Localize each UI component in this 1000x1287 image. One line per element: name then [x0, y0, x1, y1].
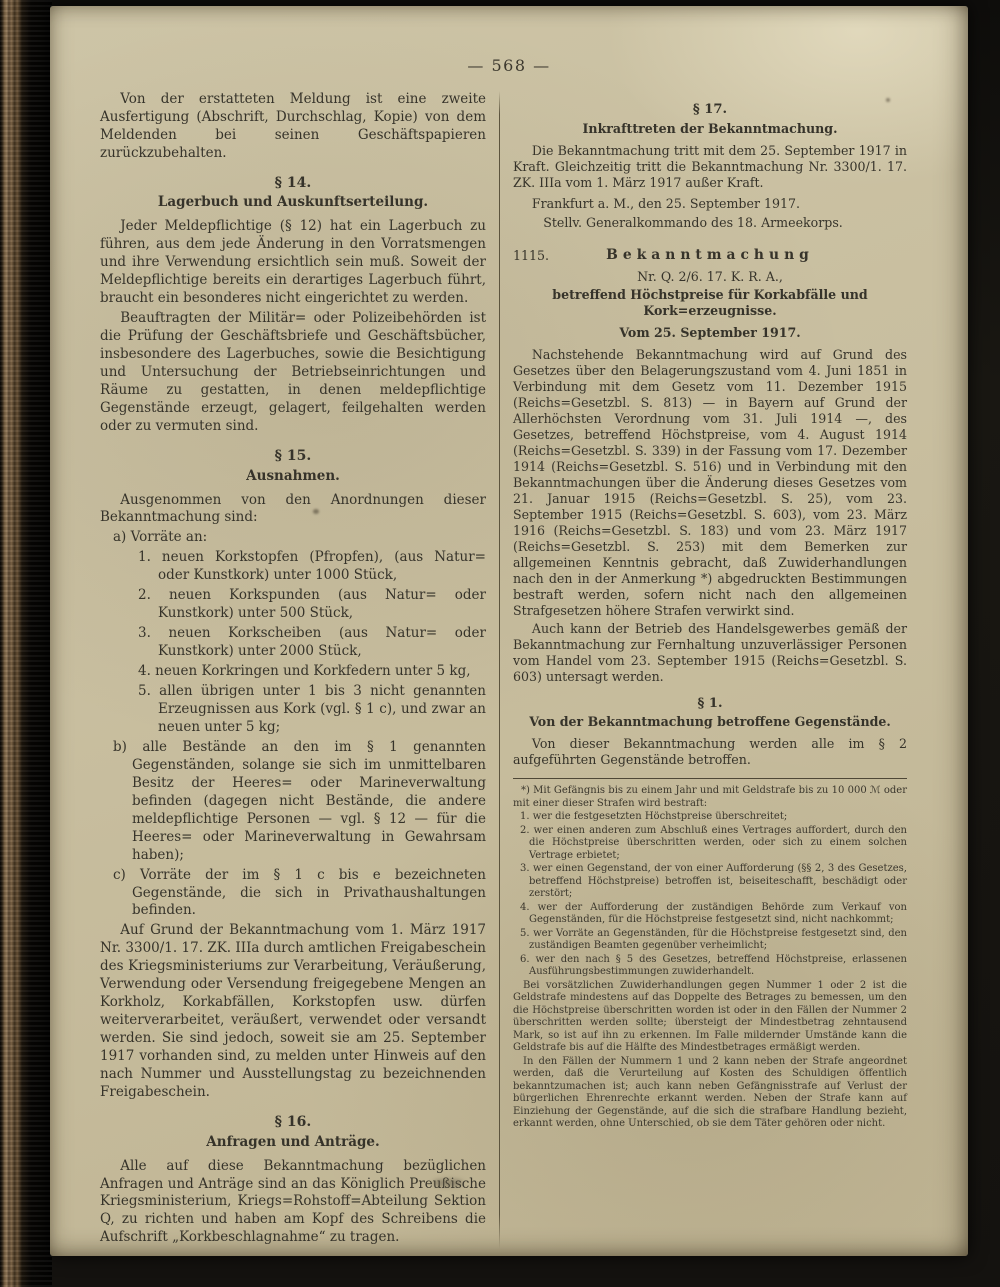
list-item-a1: 1. neuen Korkstopfen (Pfropfen), (aus Natur= oder Kunstkork) unter 1000 Stück, — [138, 549, 486, 584]
ink-smudge — [886, 98, 890, 102]
dateline: Frankfurt a. M., den 25. September 1917. — [531, 195, 801, 211]
section-1-title: Von der Bekanntmachung betroffene Gegenstände. — [529, 714, 891, 730]
list-item-a: a) Vorräte an: — [113, 529, 208, 546]
two-column-layout — [50, 91, 968, 1249]
footnote-item-6: 6. wer den nach § 5 des Gesetzes, betreffend Höchstpreise, erlassenen Ausführungsbestimmungen zuwiderhandelt. — [520, 953, 907, 978]
section-16-paragraph-1: Alle auf diese Bekanntmachung bezüglichen Anfragen und Anträge sind an das Königlich Preußische Kriegsministerium, Kriegs=Rohstoff=Abteilung Sektion Q, zu richten und haben am Kopf des Schreibens die Aufschrift „Korkbeschlagnahme“ zu tragen. — [100, 1157, 486, 1246]
notice-title: Bekanntmachung — [606, 246, 814, 263]
paragraph-continuation: Von der erstatteten Meldung ist eine zweite Ausfertigung (Abschrift, Durchschlag, Kopie) von dem Meldenden bei seinen Geschäftspapieren zurückzubehalten. — [100, 91, 486, 161]
footnote-separator — [513, 778, 907, 779]
section-17-title: Inkrafttreten der Bekanntmachung. — [582, 120, 838, 136]
list-item-c: c) Vorräte der im § 1 c bis e bezeichneten Gegenstände, die sich in Privathaushaltungen befinden. — [113, 866, 486, 919]
book-binding-edge — [0, 0, 52, 1287]
notice-heading — [513, 247, 907, 265]
notice-reference: Nr. Q. 2/6. 17. K. R. A., — [637, 269, 783, 285]
section-15-title: Ausnahmen. — [246, 467, 340, 484]
column-divider-rule — [499, 91, 500, 1249]
section-15-intro: Ausgenommen von den Anordnungen dieser Bekanntmachung sind: — [100, 491, 486, 526]
section-16-title: Anfragen und Anträge. — [206, 1133, 380, 1150]
notice-number: 1115. — [513, 247, 550, 263]
section-16-number: § 16. — [274, 1113, 312, 1130]
footnote-item-5: 5. wer Vorräte an Gegenständen, für die Höchstpreise festgesetzt sind, den zuständigen Beamten gegenüber verheimlicht; — [520, 927, 907, 952]
ink-smudge — [433, 1179, 463, 1187]
list-item-b: b) alle Bestände an den im § 1 genannten Gegenständen, solange sie sich im unmittelbaren Besitz der Heeres= oder Marineverwaltung befinden (dagegen nicht Bestände, die andere meldepflichtige Personen — vgl. § 12 — für die Heeres= oder Marineverwaltung in Gewahrsam haben); — [113, 738, 486, 863]
page — [50, 6, 968, 1256]
section-15-number: § 15. — [274, 447, 312, 464]
section-15-paragraph-2: Auf Grund der Bekanntmachung vom 1. März 1917 Nr. 3300/1. 17. ZK. IIIa durch amtlichen Freigabeschein des Kriegsministeriums zur Verarbeitung, Veräußerung, Verwendung oder Versendung freigegebene Mengen an Korkholz, Korkabfällen, Korkstopfen usw. dürfen weiterverarbeitet, veräußert, verwendet oder versandt werden. Sie sind jedoch, soweit sie am 25. September 1917 vorhanden sind, zu melden unter Hinweis auf den nach Nummer und Ausstellungstag zu bezeichnenden Freigabeschein. — [100, 922, 486, 1100]
ink-smudge — [313, 509, 319, 514]
footnote-item-3: 3. wer einen Gegenstand, der von einer Aufforderung (§§ 2, 3 des Gesetzes, betreffend Höchstpreise) betroffen ist, beiseiteschafft, beschädigt oder zerstört; — [520, 863, 907, 900]
right-column — [513, 91, 907, 1249]
section-1-paragraph-1: Von dieser Bekanntmachung werden alle im § 2 aufgeführten Gegenstände betroffen. — [513, 736, 907, 768]
footnote-item-2: 2. wer einen anderen zum Abschluß eines Vertrages auffordert, durch den die Höchstpreise überschritten werden, oder sich zu einem solchen Vertrage erbietet; — [520, 824, 907, 861]
section-14-paragraph-2: Beauftragten der Militär= oder Polizeibehörden ist die Prüfung der Geschäftsbriefe und Geschäftsbücher, insbesondere des Lagerbuches, sowie die Besichtigung und Untersuchung der Betriebseinrichtungen und Räume zu gestatten, in denen meldepflichtige Gegenstände erzeugt, gelagert, feilgehalten werden oder zu vermuten sind. — [100, 310, 486, 434]
footnote-item-4: 4. wer der Aufforderung der zuständigen Behörde zum Verkauf von Gegenständen, für die Höchstpreise festgesetzt sind, nicht nachkommt; — [520, 901, 907, 926]
page-number: — 568 — — [467, 56, 551, 75]
section-14-number: § 14. — [274, 174, 312, 191]
list-item-a2: 2. neuen Korkspunden (aus Natur= oder Kunstkork) unter 500 Stück, — [138, 587, 486, 622]
footnote-paragraph-1: Bei vorsätzlichen Zuwiderhandlungen gegen Nummer 1 oder 2 ist die Geldstrafe mindestens auf das Doppelte des Betrages zu bemessen, um den die Höchstpreise überschritten worden ist oder in den Fällen der Nummer 2 überschritten werden sollte; übersteigt der Mindestbetrag zehntausend Mark, so ist auf ihn zu erkennen. Im Falle mildernder Umstände kann die Geldstrafe bis auf die Hälfte des Mindestbetrages ermäßigt werden. — [513, 979, 907, 1054]
left-column — [100, 91, 486, 1249]
section-17-paragraph-1: Die Bekanntmachung tritt mit dem 25. September 1917 in Kraft. Gleichzeitig tritt die Bekanntmachung Nr. 3300/1. 17. ZK. IIIa vom 1. März 1917 außer Kraft. — [513, 142, 907, 190]
list-item-a4: 4. neuen Korkringen und Korkfedern unter 5 kg, — [138, 663, 471, 680]
section-17-number: § 17. — [692, 102, 728, 117]
notice-paragraph-1: Nachstehende Bekanntmachung wird auf Grund des Gesetzes über den Belagerungszustand vom 4. Juni 1851 in Verbindung mit dem Gesetz vom 11. Dezember 1915 (Reichs=Gesetzbl. S. 813) — in Bayern auf Grund der Allerhöchsten Verordnung vom 31. Juli 1914 —, des Gesetzes, betreffend Höchstpreise, vom 4. August 1914 (Reichs=Gesetzbl. S. 339) in der Fassung vom 17. Dezember 1914 (Reichs=Gesetzbl. S. 516) und in Verbindung mit den Bekanntmachungen über die Änderung dieses Gesetzes vom 21. Januar 1915 (Reichs=Gesetzbl. S. 25), vom 23. September 1915 (Reichs=Gesetzbl. S. 603), vom 23. März 1916 (Reichs=Gesetzbl. S. 183) und vom 23. März 1917 (Reichs=Gesetzbl. S. 253) mit dem Bemerken zur allgemeinen Kenntnis gebracht, daß Zuwiderhandlungen nach den in der Anmerkung *) abgedruckten Bestimmungen bestraft werden, sofern nicht nach den allgemeinen Strafgesetzen höhere Strafen verwirkt sind. — [513, 347, 907, 618]
section-1-number: § 1. — [697, 695, 723, 711]
section-14-title: Lagerbuch und Auskunftserteilung. — [157, 194, 429, 211]
list-item-a5: 5. allen übrigen unter 1 bis 3 nicht genannten Erzeugnissen aus Kork (vgl. § 1 c), und zwar an neuen unter 5 kg; — [138, 683, 486, 735]
footnote-intro: *) Mit Gefängnis bis zu einem Jahr und mit Geldstrafe bis zu 10 000 ℳ oder mit einer dieser Strafen wird bestraft: — [513, 785, 907, 809]
issuing-authority: Stellv. Generalkommando des 18. Armeekorps. — [543, 214, 843, 230]
footnote-paragraph-2: In den Fällen der Nummern 1 und 2 kann neben der Strafe angeordnet werden, daß die Verurteilung auf Kosten des Schuldigen öffentlich bekanntzumachen ist; auch kann neben Gefängnisstrafe auf Verlust der bürgerlichen Ehrenrechte erkannt werden. Neben der Strafe kann auf Einziehung der Gegenstände, auf die sich die strafbare Handlung bezieht, erkannt werden, ohne Unterschied, ob sie dem Täter gehören oder nicht. — [513, 1055, 907, 1130]
section-14-paragraph-1: Jeder Meldepflichtige (§ 12) hat ein Lagerbuch zu führen, aus dem jede Änderung in den Vorratsmengen und ihre Verwendung ersichtlich sein muß. Soweit der Meldepflichtige bereits ein derartiges Lagerbuch führt, braucht ein besonderes nicht eingerichtet zu werden. — [100, 218, 486, 307]
notice-paragraph-2: Auch kann der Betrieb des Handelsgewerbes gemäß der Bekanntmachung zur Fernhaltung unzuverlässiger Personen vom Handel vom 23. September 1915 (Reichs=Gesetzbl. S. 603) untersagt werden. — [513, 620, 907, 684]
footnote — [513, 785, 907, 1131]
list-item-a3: 3. neuen Korkscheiben (aus Natur= oder Kunstkork) unter 2000 Stück, — [138, 625, 486, 660]
footnote-item-1: 1. wer die festgesetzten Höchstpreise überschreitet; — [520, 811, 788, 823]
notice-date: Vom 25. September 1917. — [619, 325, 801, 341]
notice-subject: betreffend Höchstpreise für Korkabfälle und Kork=erzeugnisse. — [552, 287, 868, 319]
